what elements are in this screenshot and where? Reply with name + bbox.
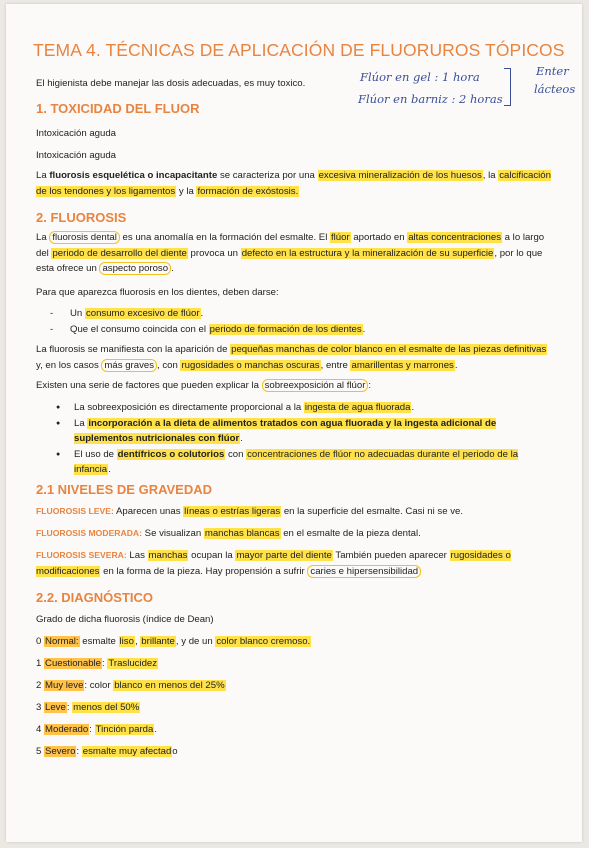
list-item: ● La incorporación a la dieta de alimentos tratados con agua fluorada y la ingesta adicional de suplementos nutricionales con flúor. [36,416,556,447]
paragraph-manifestacion: La fluorosis se manifiesta con la aparición de pequeñas manchas de color blanco en el esmalte de las piezas definitivas y, en los casos más graves , con rugosidades o manchas oscuras, entre amarillentas y marrones. [36,344,547,371]
paragraph-intoxicacion-2: Intoxicación aguda [36,150,117,161]
paragraph-fluorosis-moderada: FLUOROSIS MODERADA: Se visualizan manchas blancas en el esmalte de la pieza dental. [36,528,421,539]
dean-grade-2: 2 Muy leve: color blanco en menos del 25% [36,680,225,691]
paragraph-indice-dean: Grado de dicha fluorosis (índice de Dean) [36,614,214,625]
list-item: - Que el consumo coincida con el periodo de formación de los dientes. [36,322,556,338]
section-heading-fluorosis: 2. FLUOROSIS [36,210,127,225]
dean-grade-4: 4 Moderado: Tinción parda. [36,724,158,735]
paragraph-factores: Existen una serie de factores que pueden explicar la sobreexposición al flúor : [36,380,372,391]
paragraph-fluorosis-leve: FLUOROSIS LEVE: Aparecen unas líneas o estrías ligeras en la superficie del esmalte. Casi ni se ve. [36,506,463,517]
list-condiciones [36,306,556,337]
list-factores [36,400,556,478]
document-page [6,4,582,842]
dean-grade-0: 0 Normal: esmalte liso, brillante, y de un color blanco cremoso. [36,636,311,647]
list-item: ● El uso de dentífricos o colutorios con concentraciones de flúor no adecuadas durante el periodo de la infancia. [36,447,556,478]
paragraph-fluorosis-esqueletica: La fluorosis esquelética o incapacitante se caracteriza por una excesiva mineralización de los huesos, la calcificación de los tendones y los ligamentos y la formación de exóstosis. [36,170,551,197]
handwritten-note-barniz: Flúor en barniz : 2 horas [358,92,503,106]
paragraph-condiciones: Para que aparezca fluorosis en los dientes, deben darse: [36,287,279,298]
section-heading-diagnostico: 2.2. DIAGNÓSTICO [36,590,154,605]
handwritten-note-lacteos: lácteos [534,82,576,96]
list-item: - Un consumo excesivo de flúor. [36,306,556,322]
handwritten-note-gel: Flúor en gel : 1 hora [360,70,480,84]
handwritten-note-enter: Enter [536,64,569,78]
paragraph-fluorosis-severa: FLUOROSIS SEVERA: Las manchas ocupan la mayor parte del diente También pueden aparecer rugosidades o modificaciones en la forma de la pieza. Hay propensión a sufrir caries e hipersensibilidad [36,550,511,577]
section-heading-toxicidad: 1. TOXICIDAD DEL FLUOR [36,101,200,116]
dean-grade-3: 3 Leve: menos del 50% [36,702,140,713]
document-title: TEMA 4. TÉCNICAS DE APLICACIÓN DE FLUORUROS TÓPICOS [33,40,565,60]
dean-grade-1: 1 Cuestionable: Traslucidez [36,658,158,669]
paragraph-intoxicacion-1: Intoxicación aguda [36,128,117,139]
dean-grade-5: 5 Severo: esmalte muy afectado [36,746,178,757]
list-item: ● La sobreexposición es directamente proporcional a la ingesta de agua fluorada. [36,400,556,416]
paragraph-fluorosis-dental: La fluorosis dental es una anomalía en la formación del esmalte. El flúor aportado en altas concentraciones a lo largo del periodo de desarrollo del diente provoca un defecto en la estructura y la mineralización de su superficie, por lo que esta ofrece un aspecto poroso . [36,232,545,274]
section-heading-niveles: 2.1 NIVELES DE GRAVEDAD [36,482,213,497]
intro-text: El higienista debe manejar las dosis adecuadas, es muy toxico. [36,78,306,89]
